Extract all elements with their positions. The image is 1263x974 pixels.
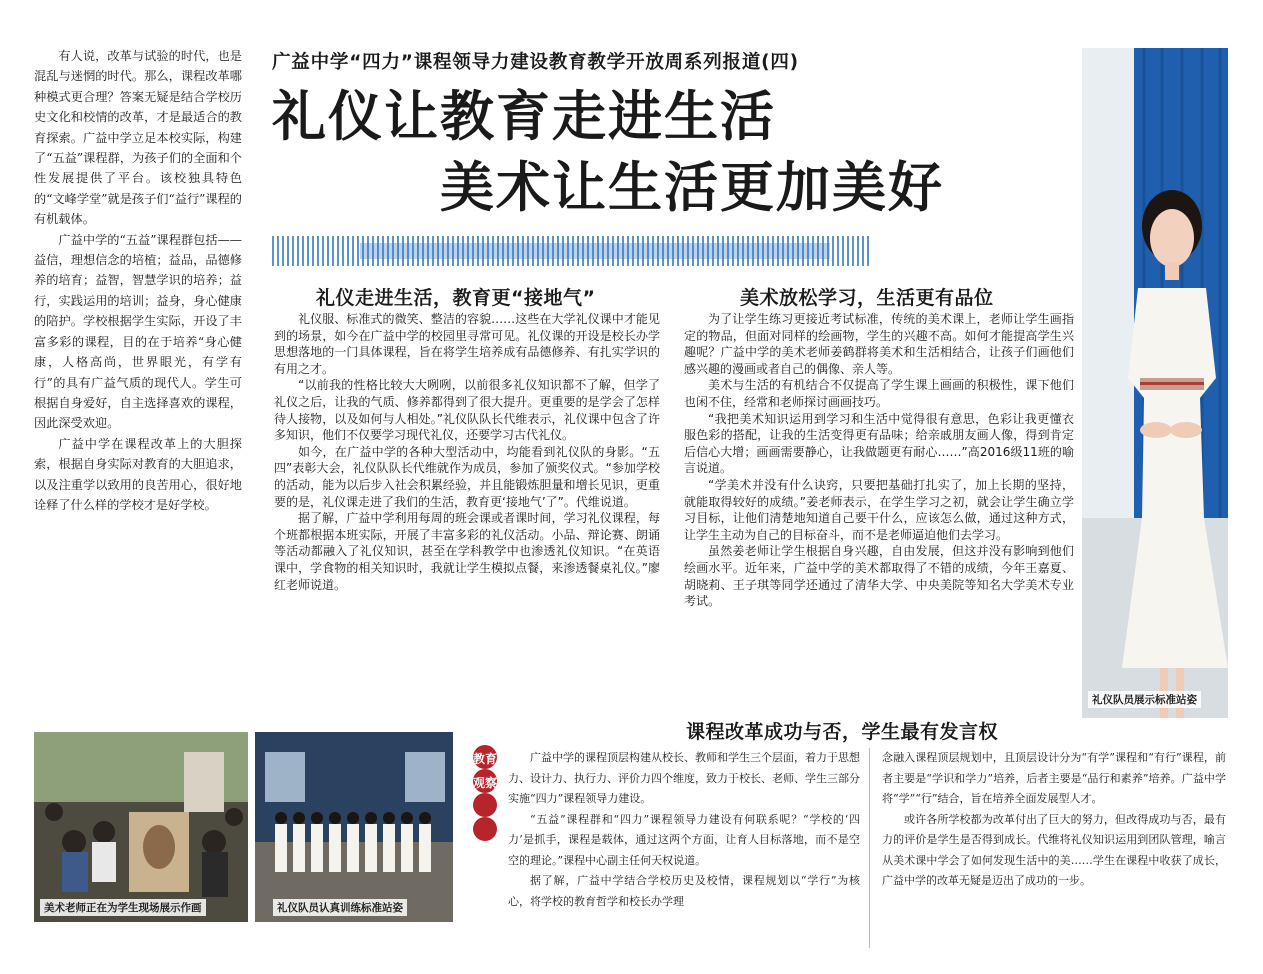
column-label-badge <box>472 745 498 845</box>
article-paragraph: “以前我的性格比较大大咧咧，以前很多礼仪知识都不了解，但学了礼仪之后，让我的气质、修养都得到了很大提升。更重要的是学会了怎样待人接物，以及如何与人相处。”礼仪队队长代维表示，礼仪课中包含了许多知识，他们不仅要学习现代礼仪，还要学习古代礼仪。 <box>274 378 660 443</box>
article-paragraph: 念融入课程顶层规划中，且顶层设计分为“有学”课程和“有行”课程，前者主要是“学识和学力”培养，后者主要是“品行和素养”培养。广益中学将“学”“行”结合，旨在培养全面发展型人才。 <box>882 751 1226 805</box>
section-heading-meishu: 美术放松学习，生活更有品位 <box>740 287 994 309</box>
intro-paragraph: 广益中学在课程改革上的大胆探索，根据自身实际对教育的大胆追求，以及注重学以致用的良苦用心，很好地诠释了什么样的学校才是好学校。 <box>34 436 242 512</box>
article-paragraph: “我把美术知识运用到学习和生活中觉得很有意思，色彩让我更懂衣服色彩的搭配，让我的生活变得更有品味；给亲戚朋友画人像，得到肯定后信心大增；画画需要静心，让我做题更有耐心……”高2016级11班的喻言说道。 <box>684 411 1074 476</box>
article-paragraph: 礼仪服、标准式的微笑、整洁的容貌……这些在大学礼仪课中才能见到的场景，如今在广益中学的校园里寻常可见。礼仪课的开设是校长办学思想落地的一门具体课程，旨在将学生培养成有品德修养、有扎实学识的有用之才。 <box>274 312 660 376</box>
article-paragraph: “五益”课程群和“四力”课程领导力建设有何联系呢？“学校的‘四力’是抓手，课程是载体，通过这两个方面，让育人目标落地，而不是空空的理论。”课程中心副主任何天权说道。 <box>508 812 860 867</box>
article-paragraph: 或许各所学校都为改革付出了巨大的努力，但改得成功与否，最有力的评价是学生是否得到成长。代维将礼仪知识运用到团队管理，喻言从美术课中学会了如何发现生活中的美……学生在课程中收获了成长，广益中学的改革无疑是迈出了成功的一步。 <box>882 812 1226 887</box>
section-reform-left <box>508 748 860 912</box>
column-label-text: 教育观察 <box>472 752 497 790</box>
article-paragraph: 广益中学的课程顶层构建从校长、教师和学生三个层面，着力于思想力、设计力、执行力、评价力四个维度，致力于校长、老师、学生三部分实施“四力”课程领导力建设。 <box>508 751 860 805</box>
article-paragraph: 虽然姜老师让学生根据自身兴趣，自由发展，但这并没有影响到他们绘画水平。近年来，广益中学的美术都取得了不错的成绩，今年王嘉夏、胡晓莉、王子琪等同学还通过了清华大学、中央美院等知名大学美术专业考试。 <box>684 544 1074 609</box>
section-meishu-body <box>684 311 1074 610</box>
portrait-figure <box>1082 48 1228 718</box>
photo-caption-art: 美术老师正在为学生现场展示作画 <box>40 899 206 916</box>
section-heading-reform: 课程改革成功与否，学生最有发言权 <box>686 721 999 743</box>
portrait-photo <box>1082 48 1228 718</box>
article-paragraph: 美术与生活的有机结合不仅提高了学生课上画画的积极性，课下他们也闲不住，经常和老师探讨画画技巧。 <box>684 378 1074 409</box>
article-paragraph: 据了解，广益中学结合学校历史及校情，课程规划以“学行”为核心，将学校的教育哲学和校长办学理 <box>508 874 860 908</box>
intro-column <box>34 46 242 515</box>
article-paragraph: 为了让学生练习更接近考试标准，传统的美术课上，老师让学生画指定的物品，但面对同样的绘画物，学生的兴趣不高。如何才能提高学生兴趣呢？广益中学的美术老师姜鹤群将美术和生活相结合，让孩子们画他们感兴趣的漫画或者自己的偶像、亲人等。 <box>684 312 1074 376</box>
etiquette-team-scene <box>255 732 453 922</box>
kicker: 广益中学“四力”课程领导力建设教育教学开放周系列报道(四) <box>272 52 799 73</box>
section-reform-right <box>882 748 1226 892</box>
art-class-scene <box>34 732 248 922</box>
article-paragraph: 如今，在广益中学的各种大型活动中，均能看到礼仪队的身影。“五四”表彰大会，礼仪队队长代维就作为成员，参加了颁奖仪式。“参加学校的活动，能为以后步入社会积累经验，并且能锻炼胆量和增长见识，更重要的是，礼仪课走进了我们的生活，教育更‘接地气’了”。代维说道。 <box>274 444 660 509</box>
section-liyi-body <box>274 311 660 593</box>
article-paragraph: “学美术并没有什么诀窍，只要把基础打扎实了，加上长期的坚持，就能取得较好的成绩。”姜老师表示，在学生学习之初，就会让学生确立学习目标，让他们清楚地知道自己要干什么，应该怎么做，通过这种方式，让学生主动为自己的目标奋斗，而不是老师逼迫他们去学习。 <box>684 477 1074 542</box>
photo-etiquette-team <box>255 732 453 922</box>
photo-caption-portrait: 礼仪队员展示标准站姿 <box>1088 691 1201 708</box>
main-title-line1: 礼仪让教育走进生活 <box>272 85 776 148</box>
intro-paragraph: 广益中学的“五益”课程群包括——益信，理想信念的培植；益品，品德修养的培育；益智，智慧学识的培养；益行，实践运用的培训；益身，身心健康的陪护。学校根据学生实际，开设了丰富多彩的课程，目的在于培养“身心健康，人格高尚，世界眼光，有学有行”的具有广益气质的现代人。学生可根据自身爱好，自主选择喜欢的课程，因此深受欢迎。 <box>34 232 242 431</box>
column-divider <box>869 748 870 948</box>
intro-paragraph: 有人说，改革与试验的时代，也是混乱与迷惘的时代。那么，课程改革哪种模式更合理？答案无疑是结合学校历史文化和校情的改革，才是最适合的教育探索。广益中学立足本校实际，构建了“五益”课程群，为孩子们的全面和个性发展提供了平台。该校独具特色的“文峰学堂”就是孩子们“益行”课程的有机载体。 <box>34 49 242 227</box>
main-title-line2: 美术让生活更加美好 <box>440 156 944 219</box>
decorative-banner-ghost <box>360 243 830 259</box>
section-heading-liyi: 礼仪走进生活，教育更“接地气” <box>316 287 596 309</box>
article-paragraph: 据了解，广益中学利用每周的班会课或者课时间，学习礼仪课程，每个班都根据本班实际，开展了丰富多彩的礼仪活动。小品、辩论赛、朗诵等活动都融入了礼仪知识，甚至在学科教学中也渗透礼仪知识。“在英语课中，学食物的相关知识时，我就让学生模拟点餐，来渗透餐桌礼仪。”廖红老师说道。 <box>274 511 660 592</box>
photo-art-class <box>34 732 248 922</box>
photo-caption-team: 礼仪队员认真训练标准站姿 <box>273 899 407 916</box>
